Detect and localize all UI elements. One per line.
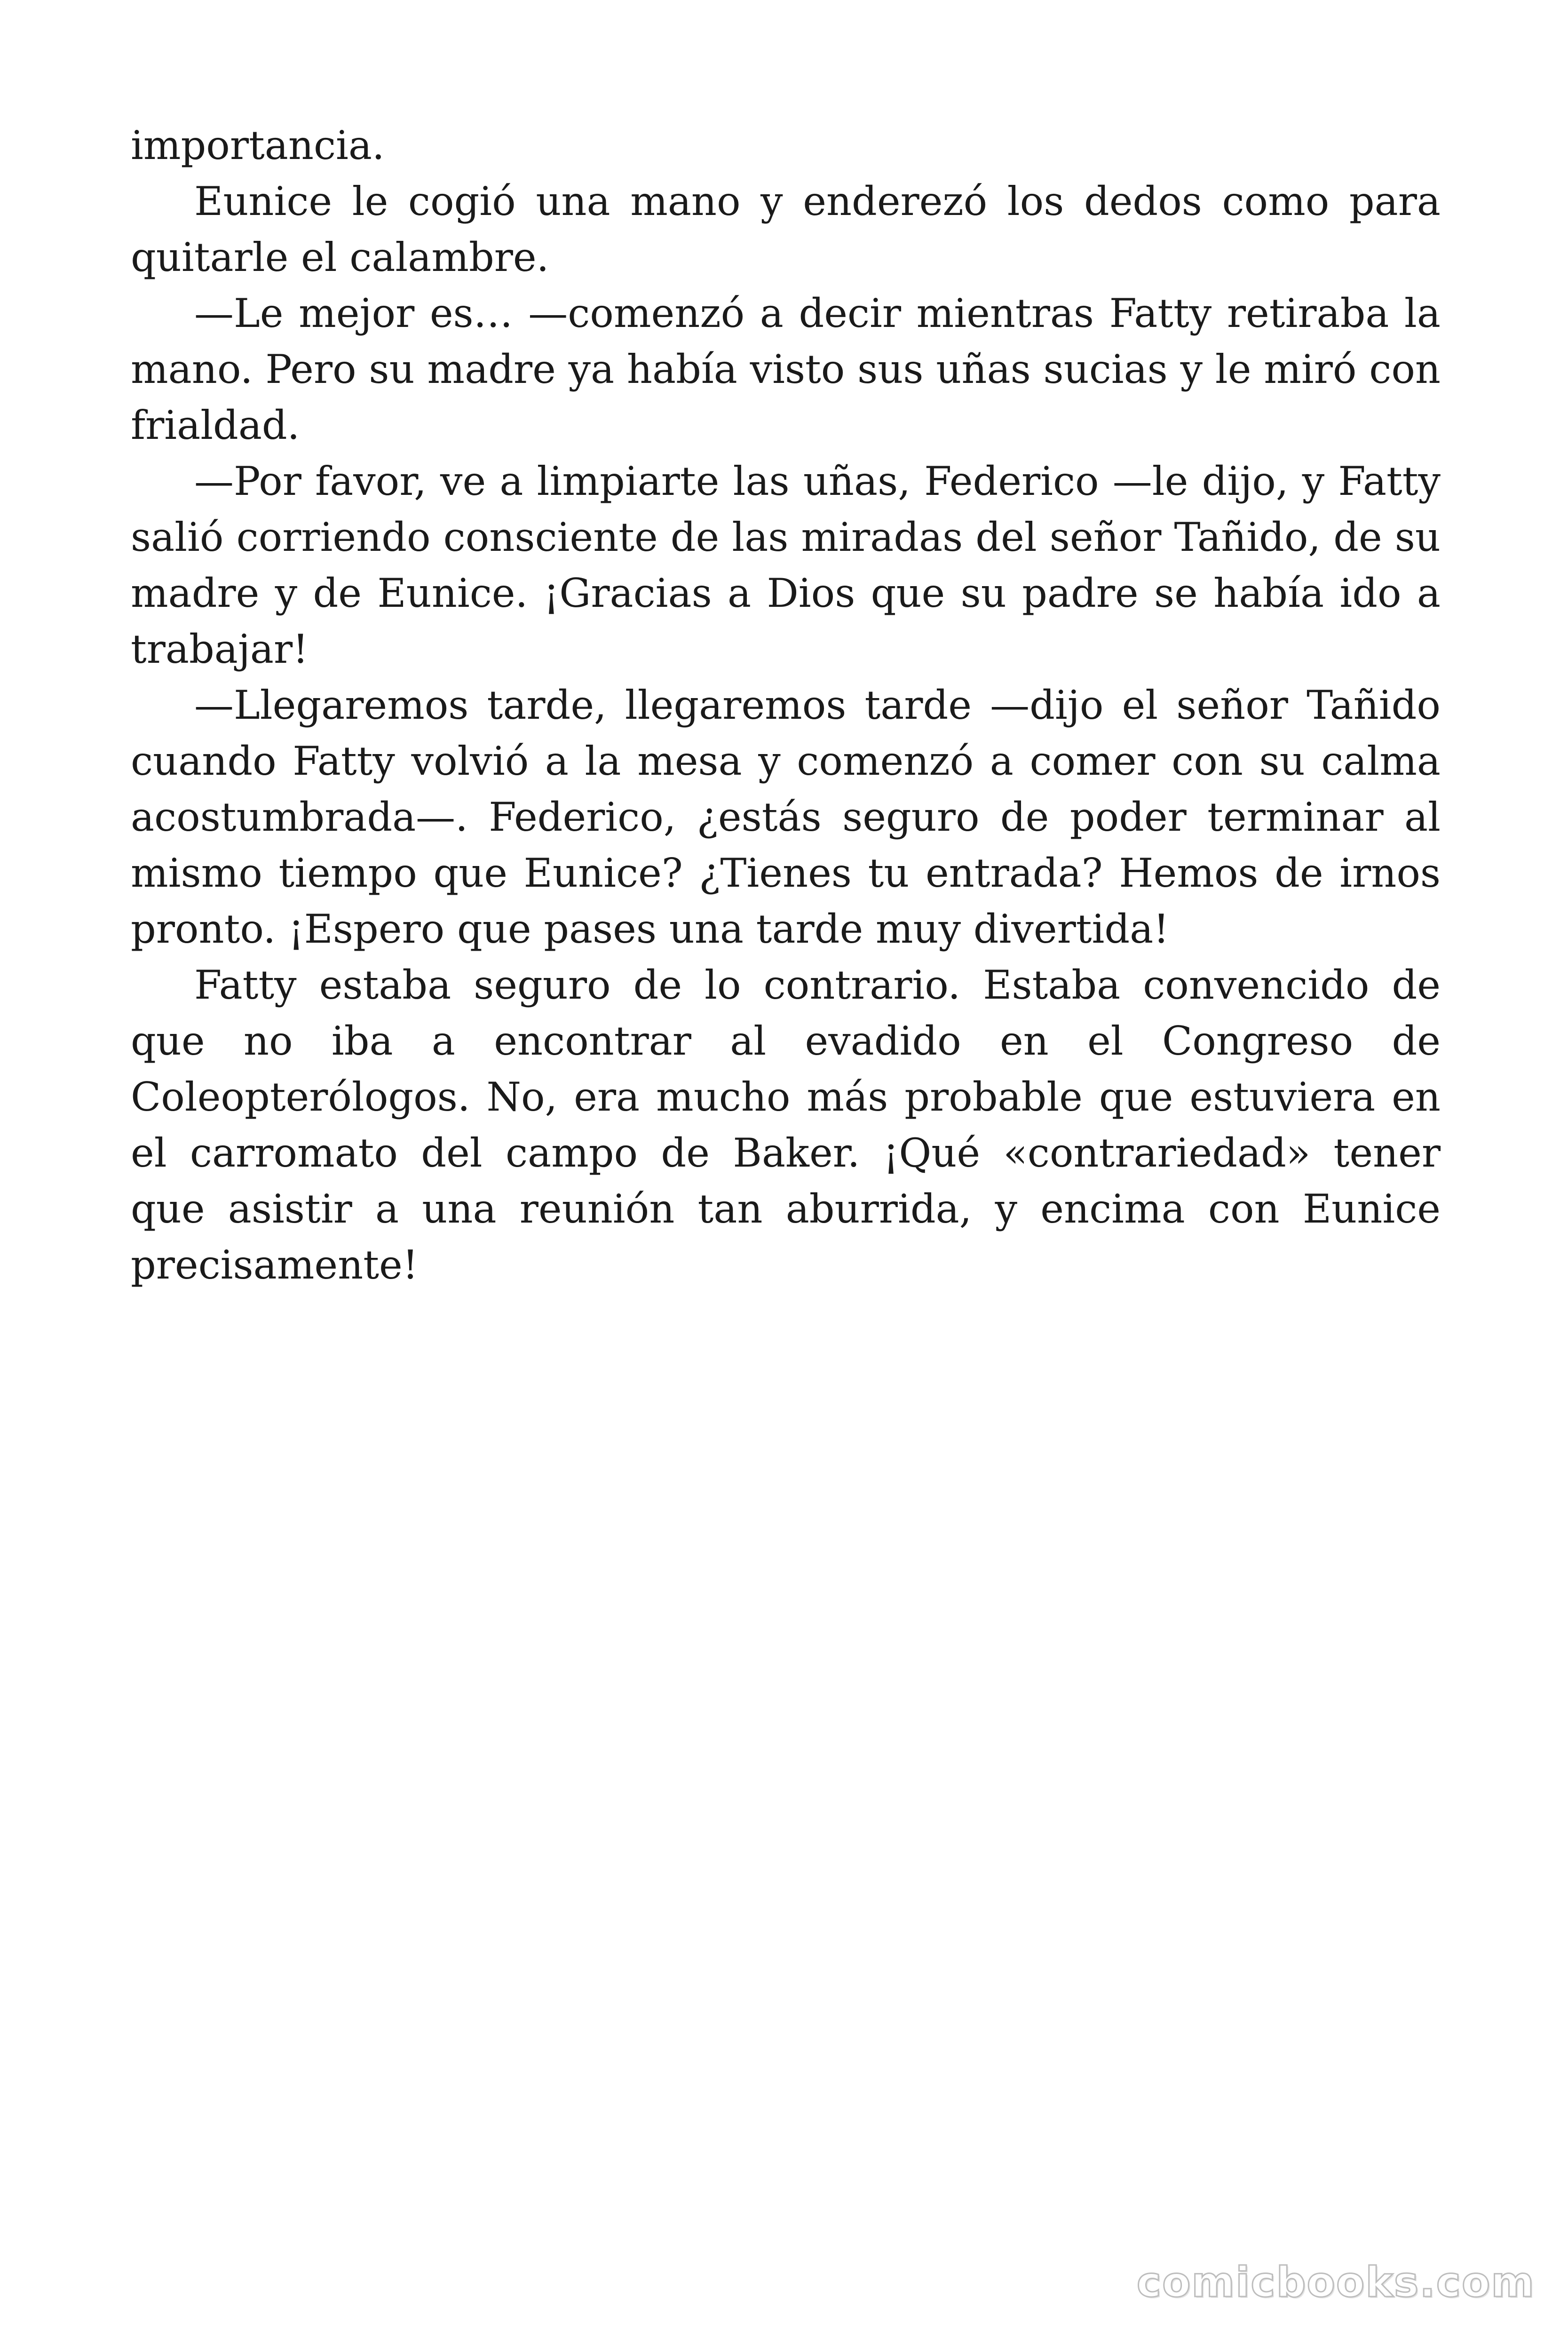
body-text xyxy=(131,118,1441,1293)
paragraph: —Llegaremos tarde, llegaremos tarde —dijo el señor Tañido cuando Fatty volvió a la mesa y comenzó a comer con su calma acostumbrada—. Federico, ¿estás seguro de poder terminar al mismo tiempo que Eunice? ¿Tienes tu entrada? Hemos de irnos pronto. ¡Espero que pases una tarde muy divertida! xyxy=(131,682,1441,952)
paragraph: —Por favor, ve a limpiarte las uñas, Federico —le dijo, y Fatty salió corriendo consciente de las miradas del señor Tañido, de su madre y de Eunice. ¡Gracias a Dios que su padre se había ido a trabajar! xyxy=(131,458,1441,672)
paragraph: importancia. xyxy=(131,122,385,168)
paragraph: Eunice le cogió una mano y enderezó los dedos como para quitarle el calambre. xyxy=(131,178,1441,280)
paragraph: Fatty estaba seguro de lo contrario. Estaba convencido de que no iba a encontrar al evadido en el Congreso de Coleopterólogos. No, era mucho más probable que estuviera en el carromato del campo de Baker. ¡Qué «contrariedad» tener que asistir a una reunión tan aburrida, y encima con Eunice precisamente! xyxy=(131,962,1441,1288)
watermark: comicbooks.com xyxy=(1136,2258,1535,2306)
paragraph: —Le mejor es… —comenzó a decir mientras Fatty retiraba la mano. Pero su madre ya había visto sus uñas sucias y le miró con frialdad. xyxy=(131,290,1441,448)
